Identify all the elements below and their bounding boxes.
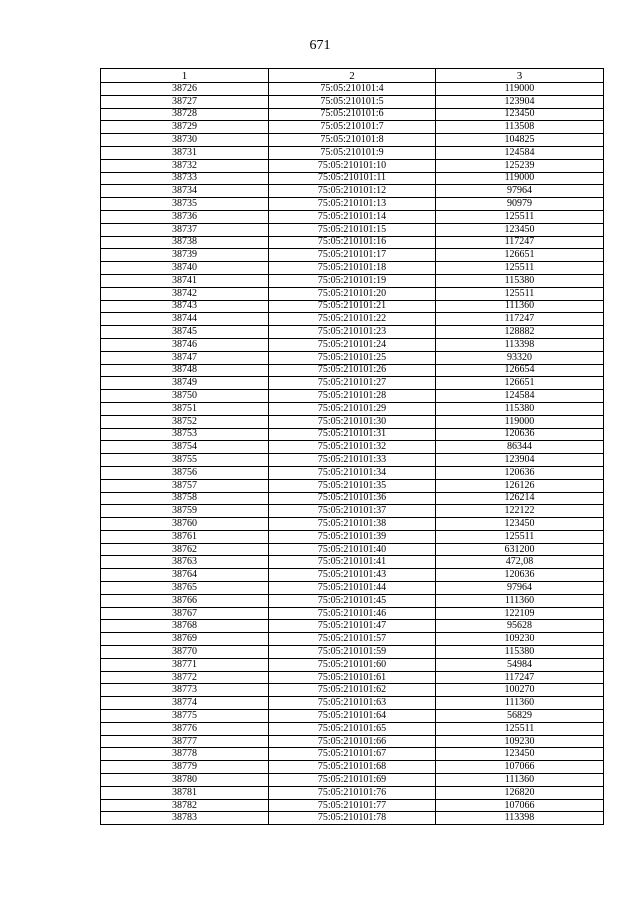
cadastral-number-cell: 75:05:210101:68 <box>269 761 436 774</box>
table-row <box>101 274 604 287</box>
table-body <box>101 83 604 825</box>
value-cell: 56829 <box>436 710 604 723</box>
row-number-cell: 38768 <box>101 620 269 633</box>
table-row <box>101 326 604 339</box>
cadastral-number-cell: 75:05:210101:44 <box>269 582 436 595</box>
value-cell: 119000 <box>436 83 604 96</box>
table-row <box>101 121 604 134</box>
row-number-cell: 38743 <box>101 300 269 313</box>
cadastral-number-cell: 75:05:210101:46 <box>269 607 436 620</box>
row-number-cell: 38753 <box>101 428 269 441</box>
table-row <box>101 364 604 377</box>
value-cell: 90979 <box>436 198 604 211</box>
value-cell: 126820 <box>436 786 604 799</box>
value-cell: 126214 <box>436 492 604 505</box>
cadastral-number-cell: 75:05:210101:76 <box>269 786 436 799</box>
row-number-cell: 38780 <box>101 774 269 787</box>
row-number-cell: 38739 <box>101 249 269 262</box>
row-number-cell: 38740 <box>101 262 269 275</box>
table-row <box>101 134 604 147</box>
cadastral-number-cell: 75:05:210101:25 <box>269 351 436 364</box>
value-cell: 113398 <box>436 338 604 351</box>
table-row <box>101 556 604 569</box>
value-cell: 100270 <box>436 684 604 697</box>
cadastral-number-cell: 75:05:210101:19 <box>269 274 436 287</box>
table-row <box>101 594 604 607</box>
value-cell: 124584 <box>436 390 604 403</box>
row-number-cell: 38734 <box>101 185 269 198</box>
value-cell: 125239 <box>436 159 604 172</box>
row-number-cell: 38728 <box>101 108 269 121</box>
value-cell: 124584 <box>436 146 604 159</box>
value-cell: 119000 <box>436 415 604 428</box>
value-cell: 54984 <box>436 658 604 671</box>
page-number: 671 <box>309 38 331 53</box>
table-row <box>101 262 604 275</box>
cadastral-number-cell: 75:05:210101:34 <box>269 466 436 479</box>
cadastral-number-cell: 75:05:210101:64 <box>269 710 436 723</box>
value-cell: 104825 <box>436 134 604 147</box>
value-cell: 109230 <box>436 735 604 748</box>
value-cell: 93320 <box>436 351 604 364</box>
cadastral-number-cell: 75:05:210101:45 <box>269 594 436 607</box>
table-row <box>101 249 604 262</box>
cadastral-number-cell: 75:05:210101:47 <box>269 620 436 633</box>
cadastral-number-cell: 75:05:210101:9 <box>269 146 436 159</box>
row-number-cell: 38775 <box>101 710 269 723</box>
value-cell: 86344 <box>436 441 604 454</box>
row-number-cell: 38730 <box>101 134 269 147</box>
table-row <box>101 172 604 185</box>
value-cell: 122109 <box>436 607 604 620</box>
cadastral-number-cell: 75:05:210101:36 <box>269 492 436 505</box>
cadastral-number-cell: 75:05:210101:12 <box>269 185 436 198</box>
cadastral-number-cell: 75:05:210101:4 <box>269 83 436 96</box>
table-row <box>101 518 604 531</box>
value-cell: 115380 <box>436 402 604 415</box>
row-number-cell: 38766 <box>101 594 269 607</box>
row-number-cell: 38777 <box>101 735 269 748</box>
row-number-cell: 38737 <box>101 223 269 236</box>
cadastral-number-cell: 75:05:210101:23 <box>269 326 436 339</box>
value-cell: 117247 <box>436 671 604 684</box>
row-number-cell: 38757 <box>101 479 269 492</box>
row-number-cell: 38764 <box>101 569 269 582</box>
value-cell: 123450 <box>436 223 604 236</box>
cadastral-number-cell: 75:05:210101:21 <box>269 300 436 313</box>
row-number-cell: 38755 <box>101 454 269 467</box>
column-header-3: 3 <box>436 69 604 83</box>
table-row <box>101 300 604 313</box>
table-row <box>101 710 604 723</box>
cadastral-number-cell: 75:05:210101:14 <box>269 210 436 223</box>
table-row <box>101 620 604 633</box>
row-number-cell: 38742 <box>101 287 269 300</box>
table-row <box>101 415 604 428</box>
cadastral-number-cell: 75:05:210101:29 <box>269 402 436 415</box>
row-number-cell: 38758 <box>101 492 269 505</box>
table-row <box>101 722 604 735</box>
value-cell: 125511 <box>436 530 604 543</box>
cadastral-number-cell: 75:05:210101:24 <box>269 338 436 351</box>
cadastral-number-cell: 75:05:210101:63 <box>269 697 436 710</box>
cadastral-number-cell: 75:05:210101:7 <box>269 121 436 134</box>
cadastral-number-cell: 75:05:210101:78 <box>269 812 436 825</box>
row-number-cell: 38762 <box>101 543 269 556</box>
cadastral-number-cell: 75:05:210101:38 <box>269 518 436 531</box>
row-number-cell: 38733 <box>101 172 269 185</box>
cadastral-number-cell: 75:05:210101:33 <box>269 454 436 467</box>
cadastral-number-cell: 75:05:210101:32 <box>269 441 436 454</box>
value-cell: 109230 <box>436 633 604 646</box>
table-row <box>101 582 604 595</box>
row-number-cell: 38783 <box>101 812 269 825</box>
value-cell: 125511 <box>436 262 604 275</box>
cadastral-number-cell: 75:05:210101:57 <box>269 633 436 646</box>
row-number-cell: 38744 <box>101 313 269 326</box>
table-row <box>101 633 604 646</box>
table-row <box>101 185 604 198</box>
cadastral-number-cell: 75:05:210101:69 <box>269 774 436 787</box>
cadastral-number-cell: 75:05:210101:62 <box>269 684 436 697</box>
table-row <box>101 210 604 223</box>
table-row <box>101 454 604 467</box>
value-cell: 123450 <box>436 518 604 531</box>
row-number-cell: 38738 <box>101 236 269 249</box>
column-header-2: 2 <box>269 69 436 83</box>
column-header-1: 1 <box>101 69 269 83</box>
table-row <box>101 607 604 620</box>
value-cell: 122122 <box>436 505 604 518</box>
row-number-cell: 38732 <box>101 159 269 172</box>
table-row <box>101 338 604 351</box>
table-row <box>101 223 604 236</box>
row-number-cell: 38761 <box>101 530 269 543</box>
row-number-cell: 38779 <box>101 761 269 774</box>
row-number-cell: 38754 <box>101 441 269 454</box>
table-row <box>101 198 604 211</box>
table-row <box>101 377 604 390</box>
row-number-cell: 38736 <box>101 210 269 223</box>
value-cell: 125511 <box>436 287 604 300</box>
table-row <box>101 441 604 454</box>
table-header <box>101 69 604 83</box>
row-number-cell: 38752 <box>101 415 269 428</box>
cadastral-number-cell: 75:05:210101:61 <box>269 671 436 684</box>
cadastral-number-cell: 75:05:210101:66 <box>269 735 436 748</box>
table-row <box>101 697 604 710</box>
value-cell: 126126 <box>436 479 604 492</box>
row-number-cell: 38746 <box>101 338 269 351</box>
row-number-cell: 38773 <box>101 684 269 697</box>
row-number-cell: 38769 <box>101 633 269 646</box>
value-cell: 126654 <box>436 364 604 377</box>
table-row <box>101 684 604 697</box>
row-number-cell: 38726 <box>101 83 269 96</box>
cadastral-number-cell: 75:05:210101:5 <box>269 95 436 108</box>
cadastral-number-cell: 75:05:210101:28 <box>269 390 436 403</box>
cadastral-number-cell: 75:05:210101:27 <box>269 377 436 390</box>
table-row <box>101 799 604 812</box>
row-number-cell: 38729 <box>101 121 269 134</box>
cadastral-number-cell: 75:05:210101:30 <box>269 415 436 428</box>
value-cell: 631200 <box>436 543 604 556</box>
row-number-cell: 38774 <box>101 697 269 710</box>
table-row <box>101 569 604 582</box>
table-row <box>101 95 604 108</box>
cadastral-number-cell: 75:05:210101:6 <box>269 108 436 121</box>
table-row <box>101 428 604 441</box>
value-cell: 107066 <box>436 799 604 812</box>
cadastral-number-cell: 75:05:210101:17 <box>269 249 436 262</box>
row-number-cell: 38772 <box>101 671 269 684</box>
value-cell: 111360 <box>436 697 604 710</box>
table-row <box>101 351 604 364</box>
table-row <box>101 646 604 659</box>
table-row <box>101 492 604 505</box>
value-cell: 111360 <box>436 774 604 787</box>
row-number-cell: 38745 <box>101 326 269 339</box>
value-cell: 107066 <box>436 761 604 774</box>
row-number-cell: 38760 <box>101 518 269 531</box>
cadastral-number-cell: 75:05:210101:8 <box>269 134 436 147</box>
table-row <box>101 543 604 556</box>
table-row <box>101 146 604 159</box>
row-number-cell: 38771 <box>101 658 269 671</box>
cadastral-number-cell: 75:05:210101:65 <box>269 722 436 735</box>
table-row <box>101 108 604 121</box>
cadastral-number-cell: 75:05:210101:11 <box>269 172 436 185</box>
value-cell: 97964 <box>436 185 604 198</box>
table-row <box>101 83 604 96</box>
value-cell: 115380 <box>436 274 604 287</box>
data-table <box>100 68 604 825</box>
cadastral-number-cell: 75:05:210101:20 <box>269 287 436 300</box>
cadastral-number-cell: 75:05:210101:40 <box>269 543 436 556</box>
row-number-cell: 38770 <box>101 646 269 659</box>
table-row <box>101 287 604 300</box>
row-number-cell: 38731 <box>101 146 269 159</box>
table-row <box>101 236 604 249</box>
value-cell: 113508 <box>436 121 604 134</box>
row-number-cell: 38781 <box>101 786 269 799</box>
table-row <box>101 786 604 799</box>
row-number-cell: 38748 <box>101 364 269 377</box>
table-row <box>101 658 604 671</box>
table-row <box>101 761 604 774</box>
row-number-cell: 38776 <box>101 722 269 735</box>
value-cell: 128882 <box>436 326 604 339</box>
value-cell: 120636 <box>436 466 604 479</box>
cadastral-number-cell: 75:05:210101:60 <box>269 658 436 671</box>
row-number-cell: 38750 <box>101 390 269 403</box>
cadastral-number-cell: 75:05:210101:41 <box>269 556 436 569</box>
value-cell: 123904 <box>436 95 604 108</box>
cadastral-number-cell: 75:05:210101:67 <box>269 748 436 761</box>
row-number-cell: 38782 <box>101 799 269 812</box>
header-row <box>101 69 604 83</box>
cadastral-number-cell: 75:05:210101:10 <box>269 159 436 172</box>
value-cell: 120636 <box>436 428 604 441</box>
row-number-cell: 38747 <box>101 351 269 364</box>
table-row <box>101 313 604 326</box>
table-row <box>101 735 604 748</box>
table-row <box>101 390 604 403</box>
value-cell: 120636 <box>436 569 604 582</box>
cadastral-number-cell: 75:05:210101:43 <box>269 569 436 582</box>
row-number-cell: 38767 <box>101 607 269 620</box>
table-row <box>101 466 604 479</box>
row-number-cell: 38765 <box>101 582 269 595</box>
table-row <box>101 748 604 761</box>
cadastral-number-cell: 75:05:210101:59 <box>269 646 436 659</box>
row-number-cell: 38763 <box>101 556 269 569</box>
cadastral-number-cell: 75:05:210101:35 <box>269 479 436 492</box>
value-cell: 111360 <box>436 594 604 607</box>
table-row <box>101 479 604 492</box>
cadastral-number-cell: 75:05:210101:77 <box>269 799 436 812</box>
table-row <box>101 812 604 825</box>
table-row <box>101 530 604 543</box>
table-row <box>101 505 604 518</box>
table-row <box>101 774 604 787</box>
value-cell: 472,08 <box>436 556 604 569</box>
value-cell: 126651 <box>436 249 604 262</box>
row-number-cell: 38741 <box>101 274 269 287</box>
row-number-cell: 38778 <box>101 748 269 761</box>
cadastral-number-cell: 75:05:210101:13 <box>269 198 436 211</box>
row-number-cell: 38727 <box>101 95 269 108</box>
cadastral-number-cell: 75:05:210101:31 <box>269 428 436 441</box>
table-row <box>101 402 604 415</box>
value-cell: 113398 <box>436 812 604 825</box>
cadastral-number-cell: 75:05:210101:37 <box>269 505 436 518</box>
cadastral-number-cell: 75:05:210101:26 <box>269 364 436 377</box>
table-row <box>101 159 604 172</box>
value-cell: 123450 <box>436 108 604 121</box>
value-cell: 95628 <box>436 620 604 633</box>
value-cell: 117247 <box>436 236 604 249</box>
row-number-cell: 38735 <box>101 198 269 211</box>
row-number-cell: 38756 <box>101 466 269 479</box>
row-number-cell: 38751 <box>101 402 269 415</box>
value-cell: 123904 <box>436 454 604 467</box>
cadastral-number-cell: 75:05:210101:18 <box>269 262 436 275</box>
value-cell: 123450 <box>436 748 604 761</box>
value-cell: 97964 <box>436 582 604 595</box>
row-number-cell: 38759 <box>101 505 269 518</box>
value-cell: 117247 <box>436 313 604 326</box>
row-number-cell: 38749 <box>101 377 269 390</box>
cadastral-number-cell: 75:05:210101:16 <box>269 236 436 249</box>
value-cell: 111360 <box>436 300 604 313</box>
cadastral-number-cell: 75:05:210101:22 <box>269 313 436 326</box>
value-cell: 115380 <box>436 646 604 659</box>
value-cell: 126651 <box>436 377 604 390</box>
cadastral-number-cell: 75:05:210101:39 <box>269 530 436 543</box>
cadastral-number-cell: 75:05:210101:15 <box>269 223 436 236</box>
value-cell: 119000 <box>436 172 604 185</box>
value-cell: 125511 <box>436 210 604 223</box>
value-cell: 125511 <box>436 722 604 735</box>
table-row <box>101 671 604 684</box>
